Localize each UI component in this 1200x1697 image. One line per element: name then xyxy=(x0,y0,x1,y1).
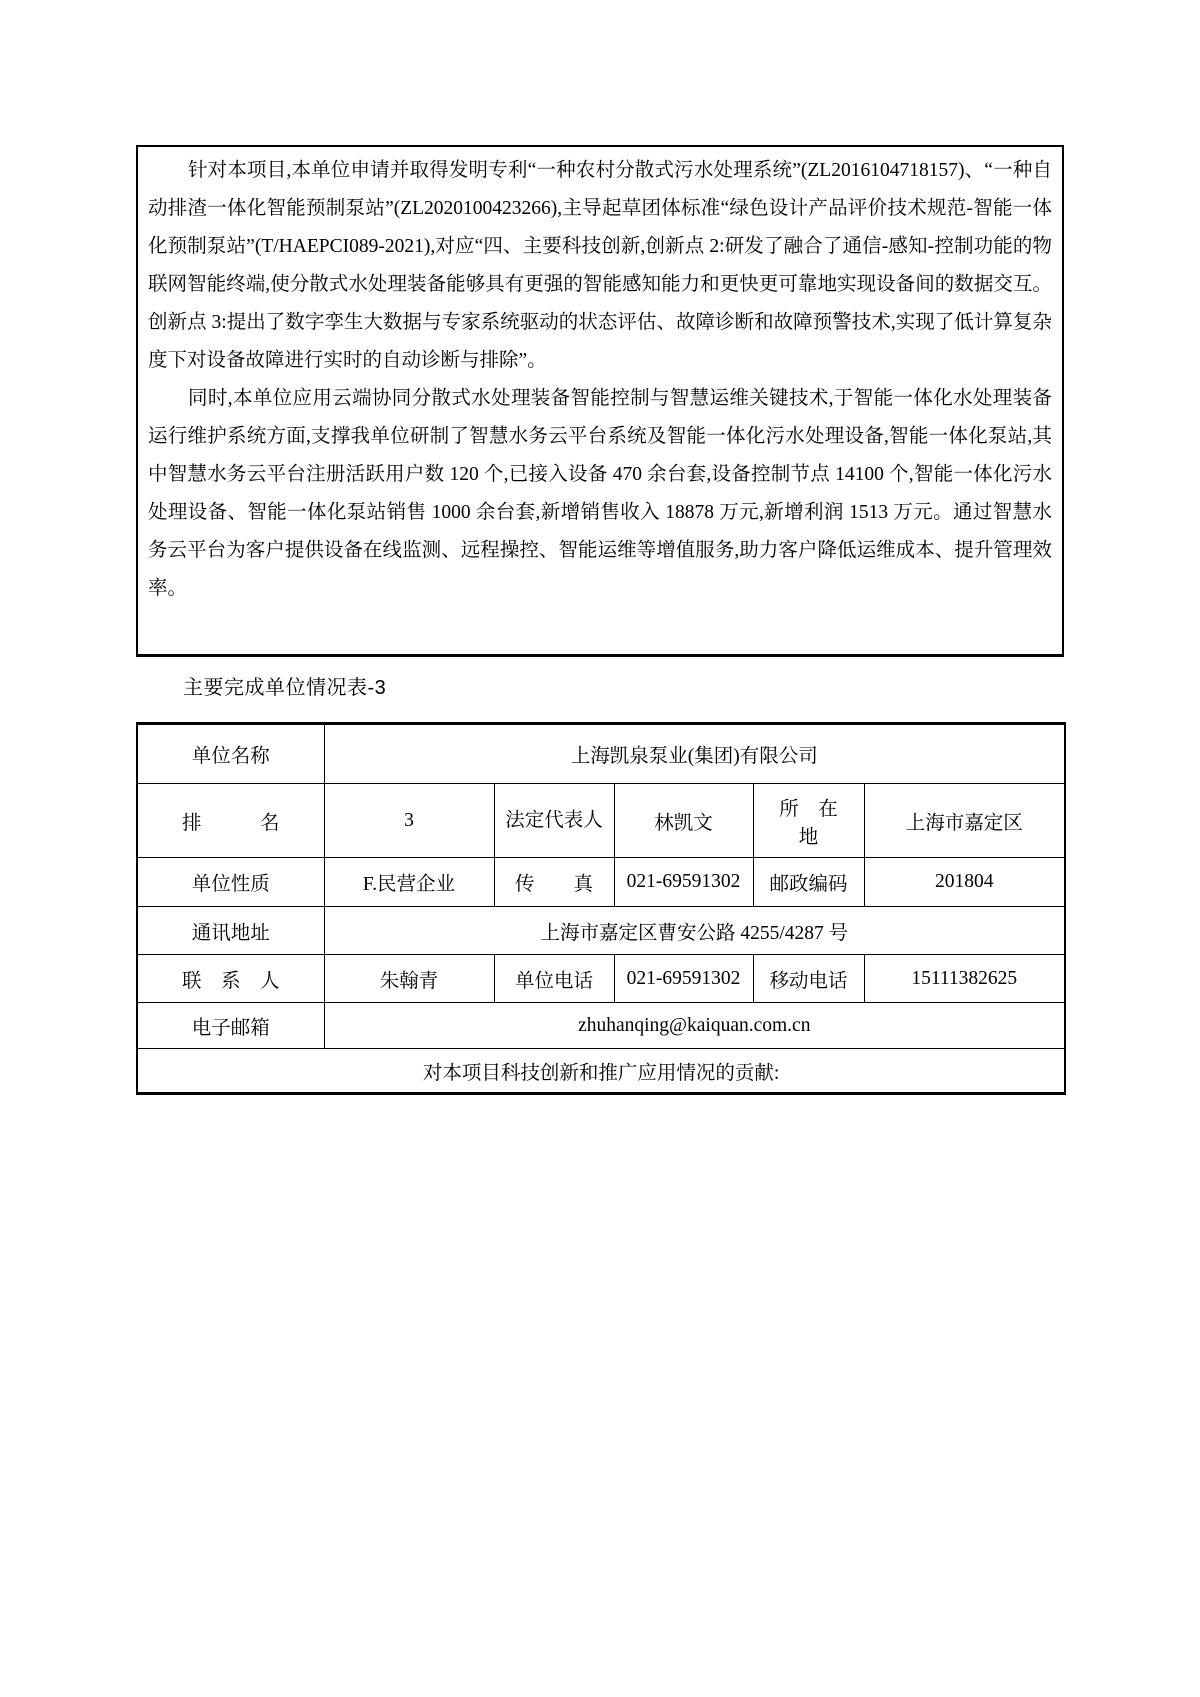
mobile-value-cell: 15111382625 xyxy=(864,955,1065,1003)
fax-value-cell: 021-69591302 xyxy=(614,858,753,907)
legal-representative-label-cell: 法定代表人 xyxy=(494,784,614,858)
fax-label-cell: 传 真 xyxy=(494,858,614,907)
table-row xyxy=(137,1003,1065,1049)
table-row xyxy=(137,907,1065,955)
unit-name-label-cell: 单位名称 xyxy=(137,724,324,784)
table-row xyxy=(137,1049,1065,1094)
contribution-heading-cell: 对本项目科技创新和推广应用情况的贡献: xyxy=(137,1049,1065,1094)
table-row xyxy=(137,724,1065,784)
unit-name-value-cell: 上海凯泉泵业(集团)有限公司 xyxy=(324,724,1065,784)
contact-label-cell: 联 系 人 xyxy=(137,955,324,1003)
mobile-label-cell: 移动电话 xyxy=(753,955,864,1003)
project-summary-box xyxy=(136,145,1064,657)
address-label-cell: 通讯地址 xyxy=(137,907,324,955)
unit-type-label-cell: 单位性质 xyxy=(137,858,324,907)
contact-value-cell: 朱翰青 xyxy=(324,955,494,1003)
table-row xyxy=(137,858,1065,907)
table-row xyxy=(137,955,1065,1003)
rank-value-cell: 3 xyxy=(324,784,494,858)
unit-phone-label-cell: 单位电话 xyxy=(494,955,614,1003)
email-value-cell: zhuhanqing@kaiquan.com.cn xyxy=(324,1003,1065,1049)
summary-paragraph-patents: 针对本项目,本单位申请并取得发明专利“一种农村分散式污水处理系统”(ZL2016104718157)、“一种自动排渣一体化智能预制泵站”(ZL2020100423266),主导起草团体标准“绿色设计产品评价技术规范-智能一体化预制泵站”(T/HAEPCI089-2021),对应“四、主要科技创新,创新点 2:研发了融合了通信-感知-控制功能的物联网智能终端,使分散式水处理装备能够具有更强的智能感知能力和更快更可靠地实现设备间的数据交互。创新点 3:提出了数字孪生大数据与专家系统驱动的状态评估、故障诊断和故障预警技术,实现了低计算复杂度下对设备故障进行实时的自动诊断与排除”。 xyxy=(148,160,1052,371)
unit-phone-value-cell: 021-69591302 xyxy=(614,955,753,1003)
postcode-label-cell: 邮政编码 xyxy=(753,858,864,907)
legal-representative-value-cell: 林凯文 xyxy=(614,784,753,858)
unit-table-caption: 主要完成单位情况表-3 xyxy=(183,677,387,699)
address-value-cell: 上海市嘉定区曹安公路 4255/4287 号 xyxy=(324,907,1065,955)
table-row xyxy=(137,784,1065,858)
postcode-value-cell: 201804 xyxy=(864,858,1065,907)
main-completion-unit-table xyxy=(136,722,1066,1095)
location-label-cell: 所 在 地 xyxy=(753,784,864,858)
email-label-cell: 电子邮箱 xyxy=(137,1003,324,1049)
unit-type-value-cell: F.民营企业 xyxy=(324,858,494,907)
summary-paragraph-application: 同时,本单位应用云端协同分散式水处理装备智能控制与智慧运维关键技术,于智能一体化水处理装备运行维护系统方面,支撑我单位研制了智慧水务云平台系统及智能一体化污水处理设备,智能一体化泵站,其中智慧水务云平台注册活跃用户数 120 个,已接入设备 470 余台套,设备控制节点 14100 个,智能一体化污水处理设备、智能一体化泵站销售 1000 余台套,新增销售收入 18878 万元,新增利润 1513 万元。通过智慧水务云平台为客户提供设备在线监测、远程操控、智能运维等增值服务,助力客户降低运维成本、提升管理效率。 xyxy=(148,388,1052,599)
rank-label-cell: 排 名 xyxy=(137,784,324,858)
location-value-cell: 上海市嘉定区 xyxy=(864,784,1065,858)
